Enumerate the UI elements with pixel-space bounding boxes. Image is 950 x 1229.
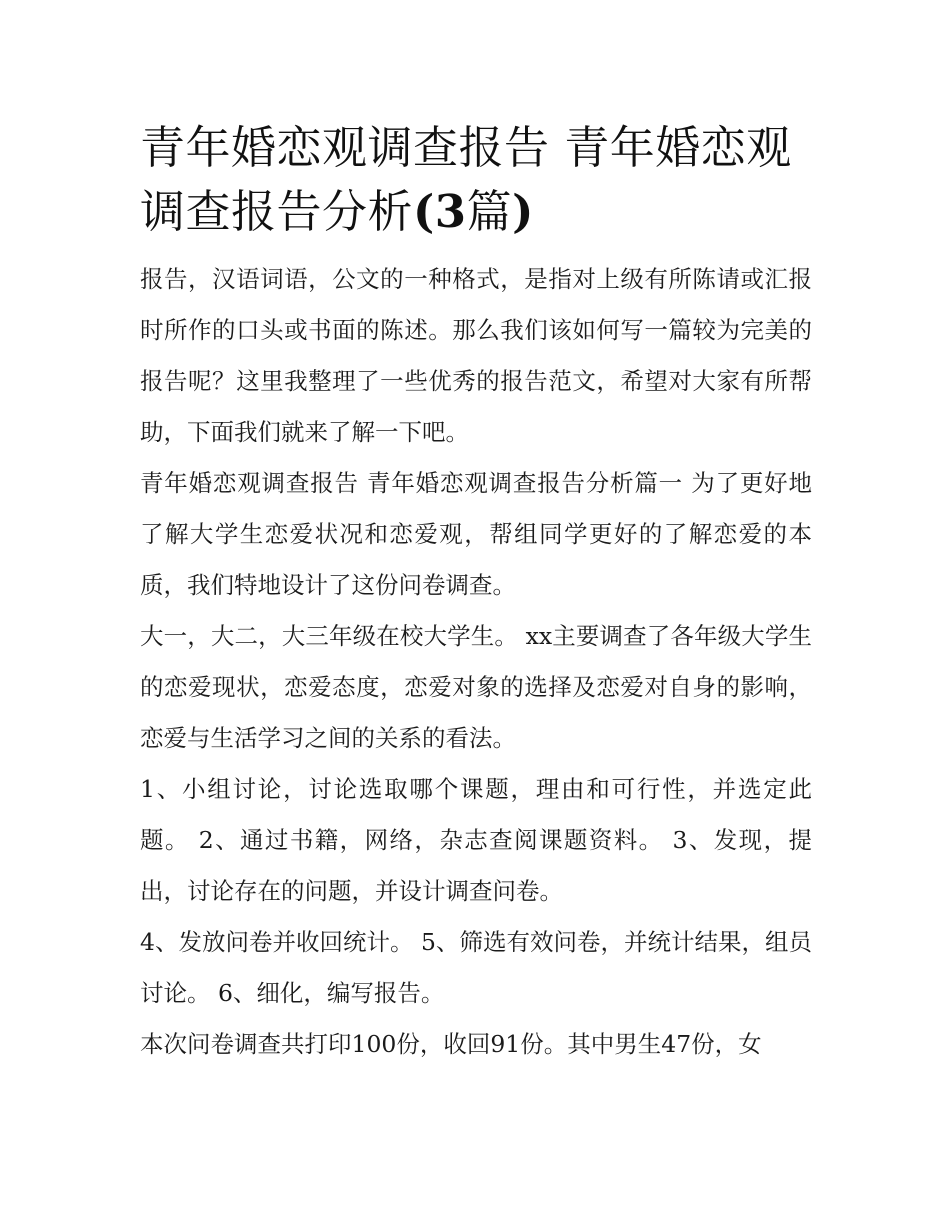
document-body bbox=[140, 116, 812, 1070]
paragraph-steps-2: 4、发放问卷并收回统计。 5、筛选有效问卷，并统计结果，组员讨论。 6、细化，编写报告。 bbox=[140, 928, 812, 1007]
paragraph-survey-count: 本次问卷调查共打印100份，收回91份。其中男生47份，女 bbox=[140, 1030, 762, 1058]
paragraph-subjects: 大一，大二，大三年级在校大学生。 xx主要调查了各年级大学生的恋爱现状，恋爱态度，恋爱对象的选择及恋爱对自身的影响，恋爱与生活学习之间的关系的看法。 bbox=[140, 622, 812, 752]
paragraph-intro: 报告，汉语词语，公文的一种格式，是指对上级有所陈请或汇报时所作的口头或书面的陈述。那么我们该如何写一篇较为完美的报告呢？这里我整理了一些优秀的报告范文，希望对大家有所帮助，下面我们就来了解一下吧。 bbox=[140, 265, 812, 446]
document-title: 青年婚恋观调查报告 青年婚恋观调查报告分析(3篇) bbox=[140, 121, 792, 238]
paragraph-steps-1: 1、小组讨论，讨论选取哪个课题，理由和可行性，并选定此题。 2、通过书籍，网络，杂志查阅课题资料。 3、发现，提出，讨论存在的问题，并设计调查问卷。 bbox=[140, 775, 812, 905]
paragraph-purpose: 青年婚恋观调查报告 青年婚恋观调查报告分析篇一 为了更好地了解大学生恋爱状况和恋爱观，帮组同学更好的了解恋爱的本质，我们特地设计了这份问卷调查。 bbox=[140, 469, 812, 599]
